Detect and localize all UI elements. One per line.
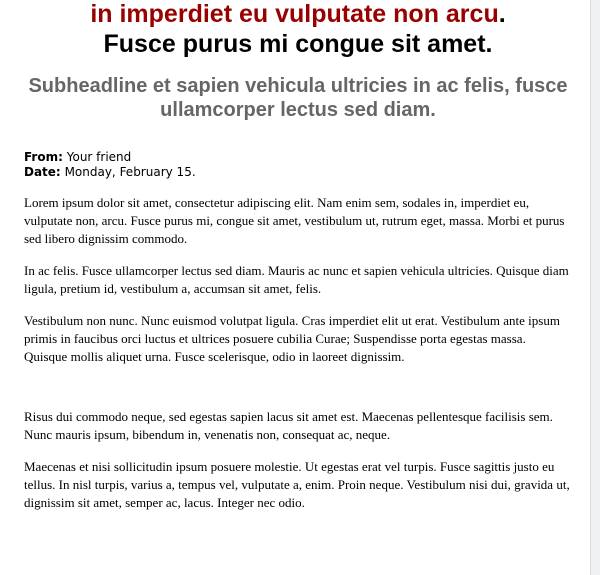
paragraph: Lorem ipsum dolor sit amet, consectetur adipiscing elit. Nam enim sem, sodales in, imperdiet eu, vulputate non, arcu. Fusce purus mi, congue sit amet, vestibulum ut, rutrum eget, massa. Morbi et purus sed libero dignissim commodo. (24, 195, 565, 246)
headline-line1-punct: . (498, 0, 506, 28)
email-body (24, 194, 572, 512)
spacer (24, 380, 572, 408)
paragraph: Risus dui commodo neque, sed egestas sapien lacus sit amet est. Maecenas pellentesque facilisis sem. Nunc mauris ipsum, bibendum in, venenatis non, consequat ac, neque. (24, 409, 553, 442)
headline (24, 0, 572, 59)
email-content (24, 0, 572, 526)
paragraph: In ac felis. Fusce ullamcorper lectus sed diam. Mauris ac nunc et sapien vehicula ultricies. Quisque diam ligula, pretium id, vestibulum a, accumsan sit amet, felis. (24, 263, 569, 296)
headline-line2: Fusce purus mi congue sit amet. (103, 30, 493, 58)
email-meta (24, 150, 572, 180)
date-row (24, 165, 572, 180)
date-value: Monday, February 15. (64, 165, 196, 179)
paragraph: Maecenas et nisi sollicitudin ipsum posuere molestie. Ut egestas erat vel turpis. Fusce sagittis justo eu tellus. In nisl turpis, varius a, tempus vel, vulputate a, enim. Proin neque. Vestibulum nisi dui, gravida ut, dignissim sit amet, semper ac, lacus. Integer nec odio. (24, 459, 570, 510)
scrollbar-track[interactable] (590, 0, 600, 575)
paragraph: Vestibulum non nunc. Nunc euismod volutpat ligula. Cras imperdiet elit ut erat. Vestibulum ante ipsum primis in faucibus orci luctus et ultrices posuere cubilia Curae; Suspendisse porta egestas massa. Quisque mollis aliquet urna. Fusce scelerisque, odio in laoreet dignissim. (24, 313, 560, 364)
from-row (24, 150, 572, 165)
subheadline: Subheadline et sapien vehicula ultricies in ac felis, fusce ullamcorper lectus sed diam. (28, 75, 568, 121)
from-label: From: (24, 150, 63, 164)
headline-line1: in imperdiet eu vulputate non arcu (90, 0, 499, 28)
date-label: Date: (24, 165, 61, 179)
from-value: Your friend (66, 150, 132, 164)
